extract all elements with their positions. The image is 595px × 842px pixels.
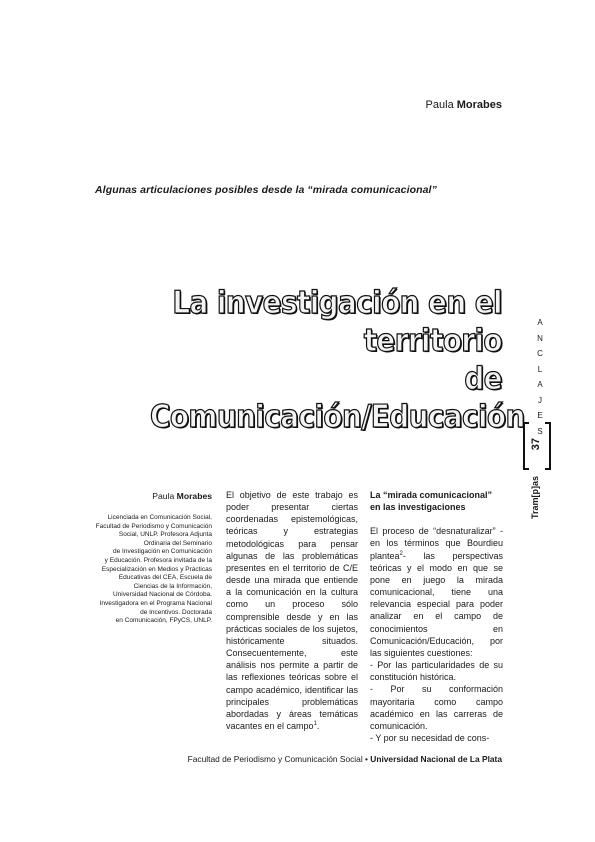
section-letter: E bbox=[537, 411, 543, 420]
article-title-line2: de Comunicación/Educación bbox=[150, 361, 525, 435]
section-letter: A bbox=[537, 318, 543, 327]
body-column-2 bbox=[370, 489, 503, 744]
bio-line: Universidad Nacional de Córdoba. bbox=[112, 591, 212, 599]
article-title bbox=[150, 284, 525, 436]
section-letter: N bbox=[537, 333, 543, 343]
body-column-1 bbox=[226, 489, 358, 732]
spacer bbox=[370, 513, 503, 525]
section-letter: J bbox=[538, 395, 542, 405]
intro-end: . bbox=[316, 720, 320, 731]
bio-line: y Educación. Profesora invitada de la bbox=[104, 556, 212, 564]
section-heading: La “mirada comunicacional” en las investigaciones bbox=[370, 490, 493, 513]
article-subtitle: Algunas articulaciones posibles desde la “mirada comunicacional” bbox=[95, 184, 437, 196]
section-letter: A bbox=[537, 380, 543, 389]
bio-line: Investigadora en el Programa Nacional bbox=[99, 599, 212, 607]
footer-university: Universidad Nacional de La Plata bbox=[370, 754, 502, 764]
bio-line: de Investigación en Comunicación bbox=[112, 548, 212, 556]
header-author bbox=[0, 99, 502, 111]
bio-line: Especialización en Medios y Prácticas bbox=[101, 565, 212, 573]
footer-faculty: Facultad de Periodismo y Comunicación Social bbox=[187, 754, 363, 764]
footnote-ref-2[interactable]: 2 bbox=[399, 550, 403, 557]
list-item: - Por su conformación mayoritaria como campo académico en las carreras de comunicación. bbox=[370, 684, 503, 731]
bio-author bbox=[100, 491, 212, 501]
page-number: 37 bbox=[530, 438, 542, 451]
section-letter: L bbox=[537, 364, 543, 374]
list-item: - Y por su necesidad de cons- bbox=[370, 732, 490, 743]
bio-line: Social, UNLP. Profesora Adjunta bbox=[118, 531, 212, 539]
bio-line: de Incentivos. Doctorada bbox=[140, 608, 212, 616]
section-letter: S bbox=[537, 426, 543, 436]
intro-paragraph bbox=[226, 489, 358, 732]
bio-line: Ciencias de la Información, bbox=[133, 582, 212, 590]
bio-author-first: Paula bbox=[152, 491, 175, 501]
bio-author-last: Morabes bbox=[176, 491, 212, 501]
author-bio bbox=[78, 514, 212, 626]
header-author-first: Paula bbox=[425, 99, 454, 111]
bio-line: Licenciada en Comunicación Social, bbox=[107, 514, 212, 521]
bio-line: en Comunicación, FPyCS, UNLP. bbox=[115, 617, 212, 625]
bio-line: Ordinaria del Seminario bbox=[143, 539, 212, 547]
article-title-line1: La investigación en el territorio bbox=[172, 285, 502, 359]
section-paragraph bbox=[370, 525, 503, 659]
page-footer bbox=[0, 754, 502, 764]
footnote-ref-1[interactable]: 1 bbox=[313, 720, 317, 727]
paragraph-text-a: El proceso de “desnaturalizar” -en los términos que Bourdieu plantea bbox=[370, 526, 503, 561]
footer-separator: • bbox=[365, 754, 368, 764]
header-author-last: Morabes bbox=[456, 99, 502, 111]
journal-brand: Tram[p]as bbox=[530, 476, 540, 520]
section-letter: C bbox=[537, 349, 543, 358]
bio-line: Facultad de Periodismo y Comunicación bbox=[95, 522, 212, 530]
intro-text: El objetivo de este trabajo es poder presentar ciertas coordenadas epistemológicas, teóricas y estrategias metodológicas para pensar algunas de las problemáticas presentes en el territorio de C/E desde una mirada que entiende a la comunicación en la cultura como un proceso sólo comprensible desde y en las prácticas sociales de los sujetos, históricamente situados. Consecuentemente, este análisis nos permite a partir de las reflexiones teóricas sobre el campo académico, identificar las principales problemáticas abordadas y áreas temáticas vacantes en el campo bbox=[226, 490, 358, 731]
paragraph-text-b: - las perspectivas teóricas y el modo en que se pone en juego la mirada comunicacional, tiene una relevancia especial para poder analizar en el campo de conocimientos en Comunicación/Educación, por las siguientes cuestiones: bbox=[370, 550, 503, 658]
list-item: - Por las particularidades de su constitución histórica. bbox=[370, 660, 503, 683]
bio-line: Educativas del CEA, Escuela de bbox=[118, 574, 212, 582]
